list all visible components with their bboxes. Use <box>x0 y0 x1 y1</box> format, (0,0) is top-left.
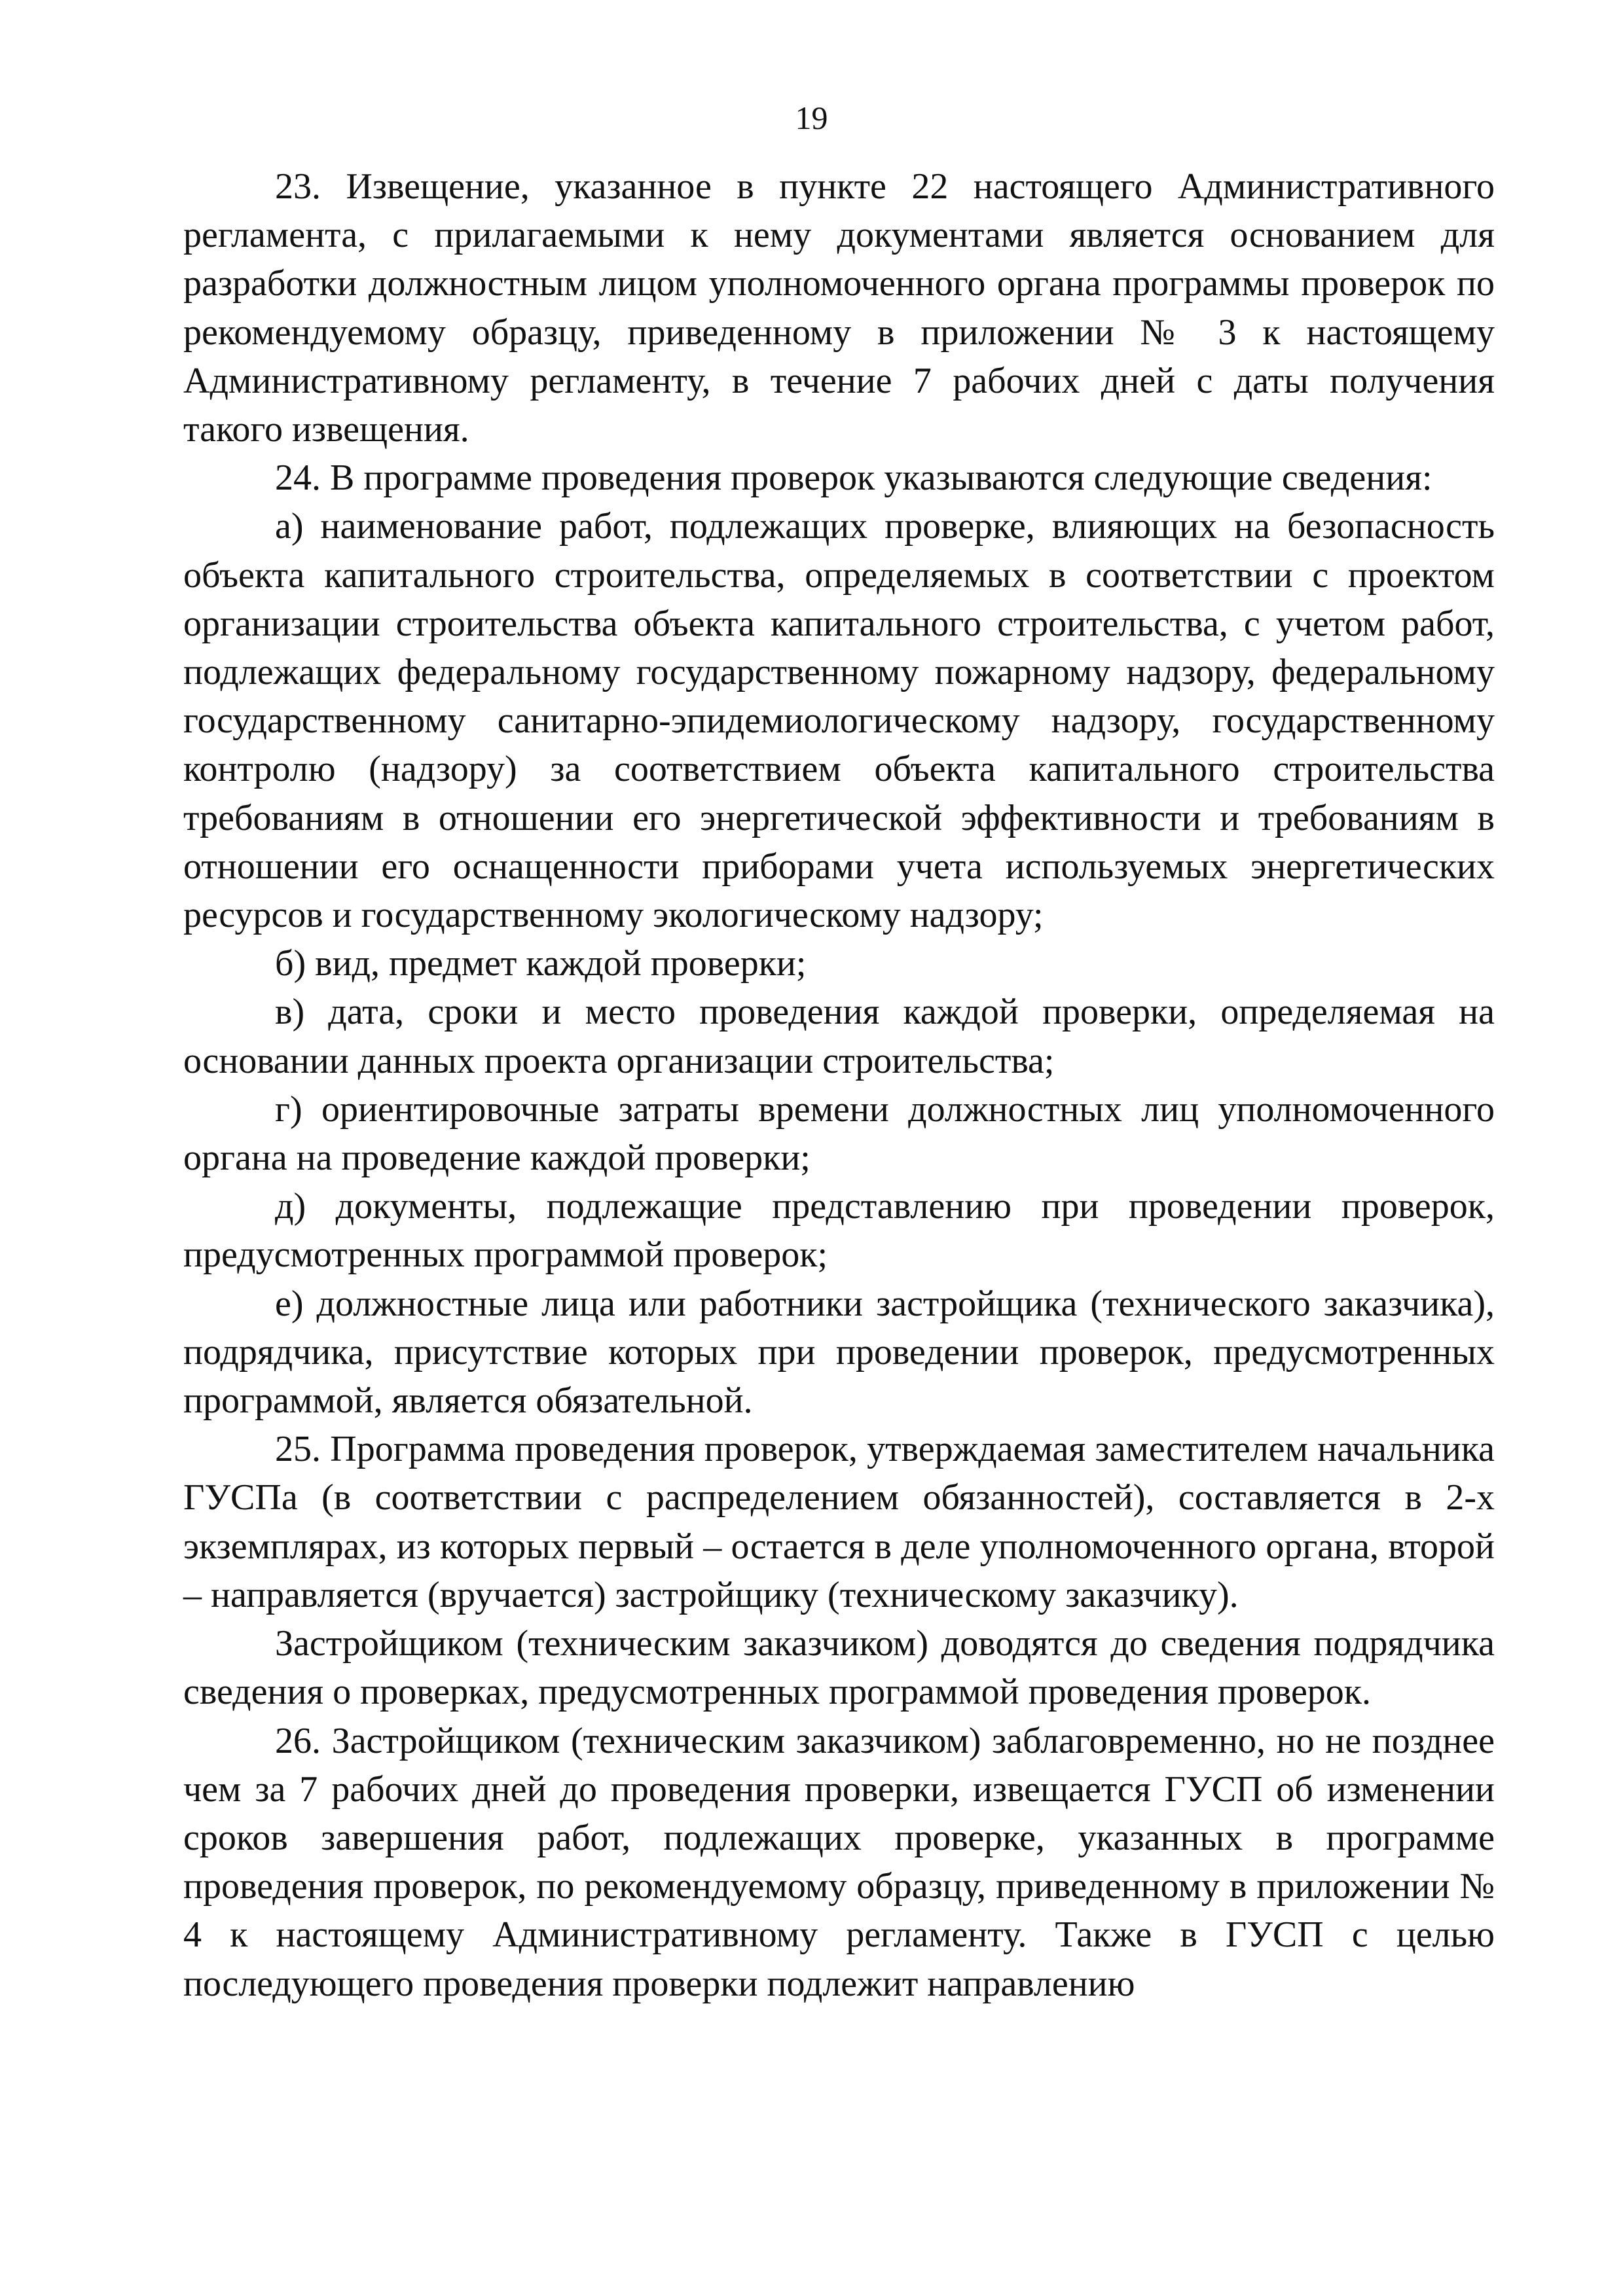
paragraph-24-item-e: е) должностные лица или работники застройщика (технического заказчика), подрядчика, присутствие которых при проведении проверок, предусмотренных программой, является обязательной. <box>183 1283 1495 1422</box>
paragraph-26: 26. Застройщиком (техническим заказчиком) заблаговременно, но не позднее чем за 7 рабочих дней до проведения проверки, извещается ГУСП об изменении сроков завершения работ, подлежащих проверке, указанных в программе проведения проверок, по рекомендуемому образцу, приведенному в приложении № 4 к настоящему Административному регламенту. Также в ГУСП с целью последующего проведения проверки подлежит направлению <box>183 1720 1495 2004</box>
paragraph-23: 23. Извещение, указанное в пункте 22 настоящего Административного регламента, с прилагаемыми к нему документами является основанием для разработки должностным лицом уполномоченного органа программы проверок по рекомендуемому образцу, приведенному в приложении № 3 к настоящему Административному регламенту, в течение 7 рабочих дней с даты получения такого извещения. <box>183 166 1495 450</box>
paragraph-24-item-b: б) вид, предмет каждой проверки; <box>275 943 807 984</box>
paragraph-24-item-d: д) документы, подлежащие представлению при проведении проверок, предусмотренных программой проверок; <box>183 1186 1495 1276</box>
paragraph-25-continuation: Застройщиком (техническим заказчиком) доводятся до сведения подрядчика сведения о проверках, предусмотренных программой проведения проверок. <box>183 1623 1495 1713</box>
page-number: 19 <box>795 99 828 136</box>
paragraph-24-item-v: в) дата, сроки и место проведения каждой проверки, определяемая на основании данных проекта организации строительства; <box>183 992 1495 1081</box>
paragraph-24: 24. В программе проведения проверок указываются следующие сведения: <box>275 457 1432 499</box>
paragraph-24-item-a: а) наименование работ, подлежащих проверке, влияющих на безопасность объекта капитального строительства, определяемых в соответствии с проектом организации строительства объекта капитального строительства, с учетом работ, подлежащих федеральному государственному пожарному надзору, федеральному государственному санитарно-эпидемиологическому надзору, государственному контролю (надзору) за соответствием объекта капитального строительства требованиям в отношении его энергетической эффективности и требованиям в отношении его оснащенности приборами учета используемых энергетических ресурсов и государственному экологическому надзору; <box>183 506 1495 936</box>
paragraph-25: 25. Программа проведения проверок, утверждаемая заместителем начальника ГУСПа (в соответствии с распределением обязанностей), составляется в 2-х экземплярах, из которых первый – остается в деле уполномоченного органа, второй – направляется (вручается) застройщику (техническому заказчику). <box>183 1429 1495 1615</box>
paragraph-24-item-g: г) ориентировочные затраты времени должностных лиц уполномоченного органа на проведение каждой проверки; <box>183 1088 1495 1179</box>
document-body <box>183 162 1495 2008</box>
